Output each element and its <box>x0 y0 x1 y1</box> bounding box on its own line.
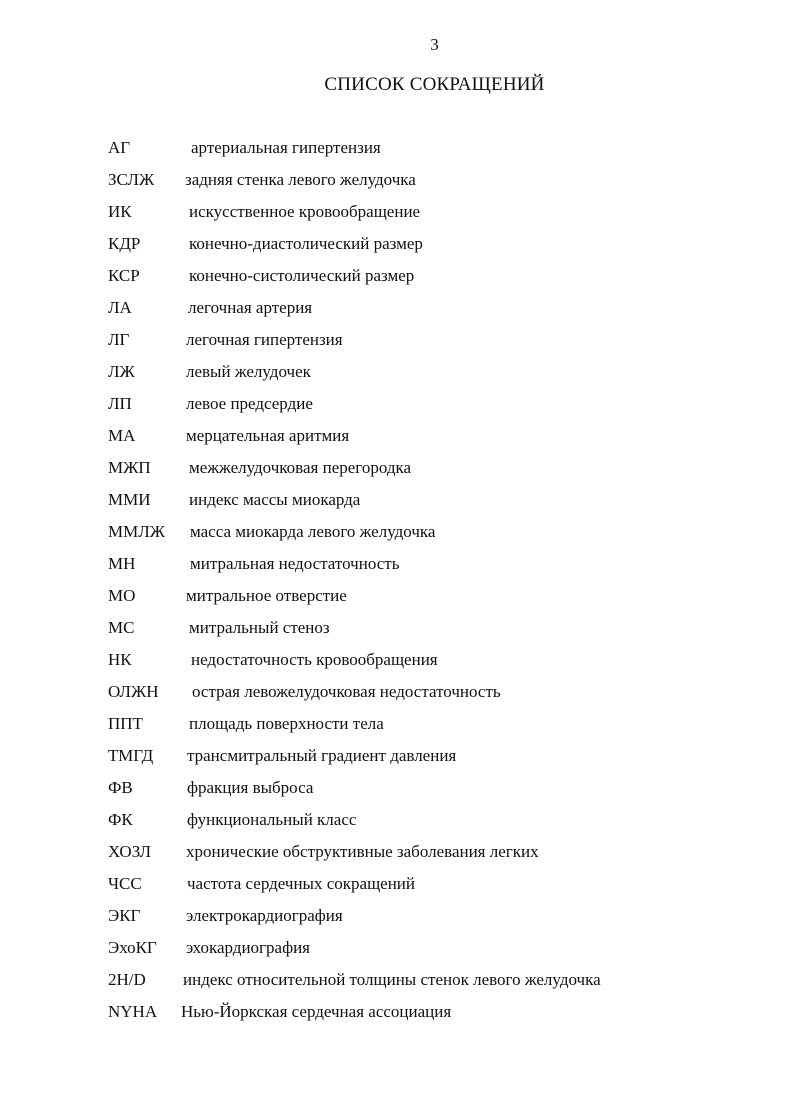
list-item <box>108 744 758 776</box>
list-item <box>108 584 758 616</box>
abbreviation-term: ППТ <box>108 714 143 733</box>
abbreviation-term: НК <box>108 650 132 669</box>
abbreviation-term: ЭКГ <box>108 906 141 925</box>
abbreviation-definition: конечно-диастолический размер <box>189 234 423 253</box>
list-item <box>108 520 758 552</box>
abbreviation-term: МС <box>108 618 135 637</box>
list-item <box>108 1000 758 1032</box>
list-item <box>108 232 758 264</box>
abbreviation-definition: легочная артерия <box>188 298 313 317</box>
page-title: СПИСОК СОКРАЩЕНИЙ <box>324 74 545 95</box>
abbreviation-term: ЭхоКГ <box>108 938 157 957</box>
abbreviation-term: ИК <box>108 202 132 221</box>
list-item <box>108 488 758 520</box>
abbreviation-list <box>108 136 758 1032</box>
abbreviation-term: ЛЖ <box>108 362 135 381</box>
abbreviation-term: КСР <box>108 266 140 285</box>
list-item <box>108 552 758 584</box>
abbreviation-term: ЛГ <box>108 330 130 349</box>
abbreviation-definition: митральный стеноз <box>189 618 330 637</box>
list-item <box>108 296 758 328</box>
abbreviation-term: КДР <box>108 234 141 253</box>
abbreviation-definition: масса миокарда левого желудочка <box>190 522 436 541</box>
abbreviation-definition: электрокардиография <box>186 906 343 925</box>
abbreviation-definition: фракция выброса <box>187 778 314 797</box>
list-item <box>108 776 758 808</box>
abbreviation-definition: трансмитральный градиент давления <box>187 746 457 765</box>
abbreviation-definition: митральная недостаточность <box>190 554 400 573</box>
abbreviation-definition: острая левожелудочковая недостаточность <box>192 682 501 701</box>
list-item <box>108 712 758 744</box>
abbreviation-term: ТМГД <box>108 746 154 765</box>
abbreviation-definition: площадь поверхности тела <box>189 714 384 733</box>
abbreviation-definition: искусственное кровообращение <box>189 202 421 221</box>
abbreviation-term: АГ <box>108 138 131 157</box>
list-item <box>108 680 758 712</box>
list-item <box>108 456 758 488</box>
abbreviation-definition: функциональный класс <box>187 810 357 829</box>
list-item <box>108 168 758 200</box>
abbreviation-definition: задняя стенка левого желудочка <box>185 170 416 189</box>
abbreviation-term: ОЛЖН <box>108 682 159 701</box>
list-item <box>108 648 758 680</box>
abbreviation-definition: межжелудочковая перегородка <box>189 458 412 477</box>
abbreviation-term: ММИ <box>108 490 151 509</box>
abbreviation-definition: эхокардиография <box>186 938 311 957</box>
list-item <box>108 392 758 424</box>
abbreviation-term: ФК <box>108 810 133 829</box>
abbreviation-definition: мерцательная аритмия <box>186 426 350 445</box>
abbreviation-definition: артериальная гипертензия <box>191 138 381 157</box>
abbreviation-definition: индекс относительной толщины стенок левого желудочка <box>183 970 601 989</box>
list-item <box>108 360 758 392</box>
list-item <box>108 936 758 968</box>
abbreviation-term: 2H/D <box>108 970 146 989</box>
list-item <box>108 904 758 936</box>
list-item <box>108 200 758 232</box>
abbreviation-term: ФВ <box>108 778 133 797</box>
abbreviation-term: МН <box>108 554 136 573</box>
abbreviation-term: МА <box>108 426 136 445</box>
abbreviation-term: ЗСЛЖ <box>108 170 155 189</box>
abbreviation-definition: легочная гипертензия <box>186 330 343 349</box>
list-item <box>108 616 758 648</box>
abbreviation-term: ЧСС <box>108 874 142 893</box>
abbreviation-term: ЛП <box>108 394 132 413</box>
list-item <box>108 968 758 1000</box>
abbreviation-term: NYHA <box>108 1002 158 1021</box>
abbreviation-term: МО <box>108 586 136 605</box>
list-item <box>108 136 758 168</box>
abbreviation-definition: конечно-систолический размер <box>189 266 415 285</box>
abbreviation-term: МЖП <box>108 458 151 477</box>
list-item <box>108 328 758 360</box>
list-item <box>108 840 758 872</box>
abbreviation-term: ХОЗЛ <box>108 842 151 861</box>
abbreviation-definition: недостаточность кровообращения <box>191 650 438 669</box>
abbreviation-definition: индекс массы миокарда <box>189 490 361 509</box>
list-item <box>108 872 758 904</box>
abbreviation-definition: хронические обструктивные заболевания легких <box>186 842 539 861</box>
abbreviation-term: ММЛЖ <box>108 522 165 541</box>
page-number: 3 <box>430 35 439 54</box>
abbreviation-definition: левое предсердие <box>186 394 313 413</box>
abbreviation-definition: частота сердечных сокращений <box>187 874 415 893</box>
abbreviation-term: ЛА <box>108 298 132 317</box>
list-item <box>108 808 758 840</box>
abbreviation-definition: Нью-Йоркская сердечная ассоциация <box>181 1002 452 1021</box>
list-item <box>108 264 758 296</box>
abbreviation-definition: митральное отверстие <box>186 586 347 605</box>
abbreviation-definition: левый желудочек <box>186 362 311 381</box>
list-item <box>108 424 758 456</box>
